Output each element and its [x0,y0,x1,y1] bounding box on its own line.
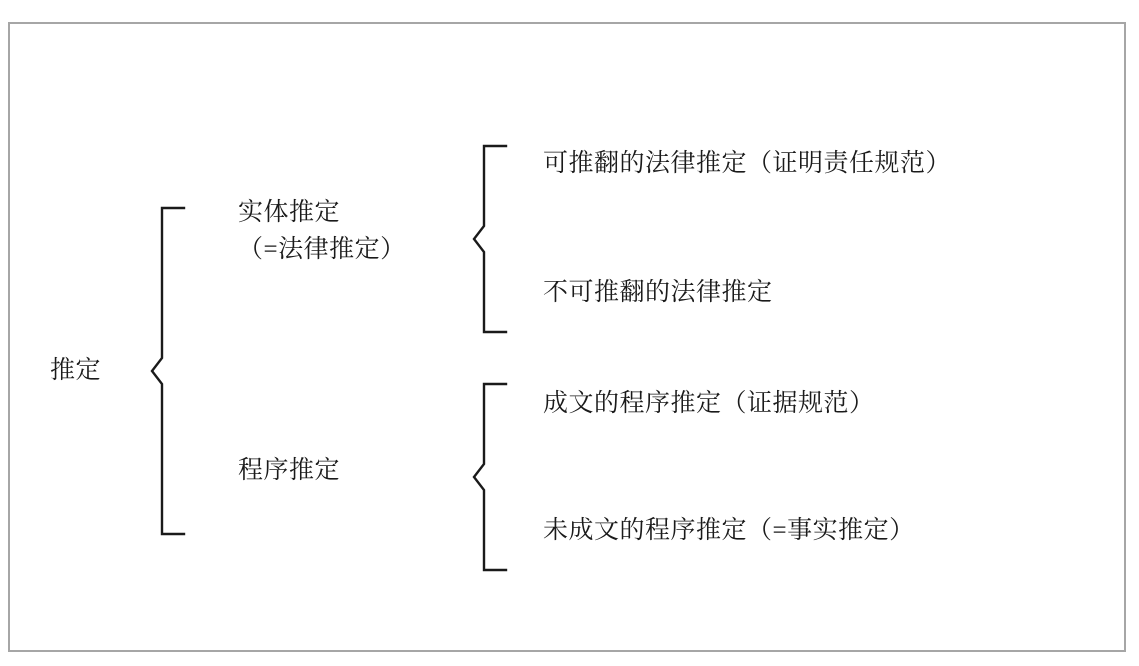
node-branch-2-child-2: 未成文的程序推定（=事实推定） [543,517,915,544]
brace-branch-1 [472,144,512,334]
node-branch-2: 程序推定 [238,457,341,484]
node-branch-1-child-1: 可推翻的法律推定（证明责任规范） [543,150,952,177]
node-root: 推定 [50,357,102,384]
node-branch-1-child-2: 不可推翻的法律推定 [543,279,773,306]
brace-root [150,206,190,536]
brace-branch-2 [472,382,512,572]
node-branch-1-line-2: （=法律推定） [238,236,406,263]
node-branch-1-line-1: 实体推定 [238,199,341,226]
node-branch-1 [238,194,406,268]
diagram-frame [8,22,1126,652]
node-branch-2-child-1: 成文的程序推定（证据规范） [543,390,875,417]
